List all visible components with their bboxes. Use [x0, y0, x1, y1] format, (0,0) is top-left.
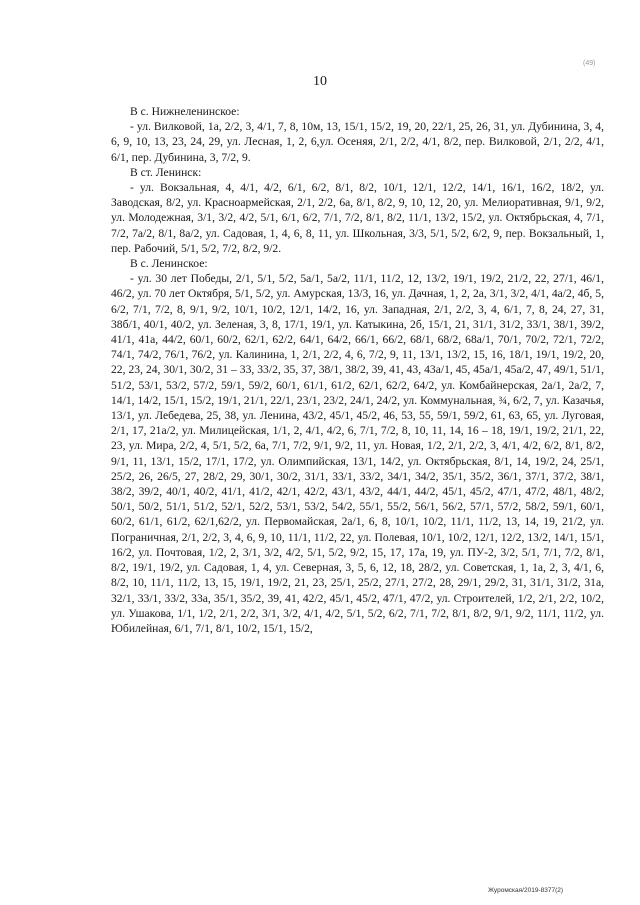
address-list-leninskoe: - ул. 30 лет Победы, 2/1, 5/1, 5/2, 5а/1, 5а/2, 11/1, 11/2, 12, 13/2, 19/1, 19/2, 21/2, 22, 27/1, 46/1, 46/2, ул. 70 лет Октября, 5/1, 5/2, ул. Амурская, 13/3, 16, ул. Дачная, 1, 2, 2а, 3/1, 3/2, 4/1, 4а/2, 4б, 5, 6/2, 7/1, 7/2, 8, 9/1, 9/2, 10/1, 10/2, 12/1, 14/2, 16, ул. Западная, 2/1, 2/2, 3, 4, 6/1, 7, 8, 24, 27, 31, 38б/1, 40/1, 40/2, ул. Зеленая, 3, 8, 17/1, 19/1, ул. Катыкина, 2б, 15/1, 21, 31/1, 31/2, 33/1, 38/1, 39/2, 41/1, 41а, 44/2, 60/1, 60/2, 62/1, 62/2, 64/1, 64/2, 66/1, 66/2, 68/1, 68/2, 68а/1, 70/1, 70/2, 72/1, 72/2, 74/1, 74/2, 76/1, 76/2, ул. Калинина, 1, 2/1, 2/2, 4, 6, 7/2, 9, 11, 13/1, 13/2, 15, 16, 18/1, 19/1, 19/2, 20, 22, 23, 24, 30/1, 30/2, 31 – 33, 33/2, 35, 37, 38/1, 38/2, 39, 41, 43, 43а/1, 45, 45а/1, 45а/2, 47, 49/1, 51/1, 51/2, 53/1, 53/2, 57/2, 59/1, 59/2, 60/1, 61/1, 61/2, 62/1, 62/2, 64/2, ул. Комбайнерская, 2а/1, 2а/2, 7, 14/1, 14/2, 15/1, 15/2, 19/1, 21/1, 22/1, 23/1, 23/2, 24/1, 24/2, ул. Коммунальная, ¾, 6/2, 7, ул. Казачья, 13/1, ул. Лебедева, 25, 38, ул. Ленина, 43/2, 45/1, 45/2, 46, 53, 55, 59/1, 59/2, 61, 63, 65, ул. Луговая, 2/1, 17, 21а/2, ул. Милицейская, 1/1, 2, 4/1, 4/2, 6, 7/1, 7/2, 8, 10, 11, 14, 16 – 18, 19/1, 19/2, 21/1, 22, 23, ул. Мира, 2/2, 4, 5/1, 5/2, 6а, 7/1, 7/2, 9/1, 9/2, 11, ул. Новая, 1/2, 2/1, 2/2, 3, 4/1, 4/2, 6/2, 8/1, 8/2, 9/1, 11, 13/1, 15/2, 17/1, 17/2, ул. Олимпийская, 13/1, 14/2, ул. Октябрьская, 8/1, 14, 19/2, 24, 25/1, 25/2, 26, 26/5, 27, 28/2, 29, 30/1, 30/2, 31/1, 33/1, 33/2, 34/1, 34/2, 35/1, 35/2, 36/1, 37/1, 37/2, 38/1, 38/2, 39/2, 40/1, 40/2, 41/1, 41/2, 42/1, 42/2, 43/1, 43/2, 44/1, 44/2, 45/1, 45/2, 47/1, 47/2, 48/1, 48/2, 50/1, 50/2, 51/1, 51/2, 52/1, 52/2, 53/1, 53/2, 54/2, 55/1, 55/2, 56/1, 56/2, 57/1, 57/2, 58/2, 59/1, 60/1, 60/2, 61/1, 61/2, 62/1,62/2, ул. Первомайская, 2а/1, 6, 8, 10/1, 10/2, 11/1, 11/2, 13, 14, 19, 21/2, ул. Пограничная, 2/1, 2/2, 3, 4, 6, 9, 10, 11/1, 11/2, 22, ул. Полевая, 10/1, 10/2, 12/1, 12/2, 13/2, 14/1, 15/1, 16/2, ул. Почтовая, 1/2, 2, 3/1, 3/2, 4/2, 5/1, 5/2, 9/2, 15, 17, 17а, 19, ул. ПУ-2, 3/2, 5/1, 7/1, 7/2, 8/1, 8/2, 19/1, 19/2, ул. Садовая, 1, 4, ул. Северная, 3, 5, 6, 12, 18, 28/2, ул. Советская, 1, 1а, 2, 3, 4/1, 6, 8/2, 10, 11/1, 11/2, 13, 15, 19/1, 19/2, 21, 23, 25/1, 25/2, 27/1, 27/2, 28, 29/1, 29/2, 31, 31/1, 31/2, 31а, 32/1, 33/1, 33/2, 33а, 35/1, 35/2, 39, 41, 42/2, 45/1, 45/2, 47/1, 47/2, ул. Строителей, 1/2, 2/1, 2/2, 10/2, ул. Ушакова, 1/1, 1/2, 2/1, 2/2, 3/1, 3/2, 4/1, 4/2, 5/1, 5/2, 6/2, 7/1, 7/2, 8/1, 8/2, 9/1, 9/2, 11/1, 11/2, ул. Юбилейная, 6/1, 7/1, 8/1, 10/2, 15/1, 15/2,: [111, 272, 604, 635]
document-body: [111, 104, 604, 636]
address-list-leninsk-station: - ул. Вокзальная, 4, 4/1, 4/2, 6/1, 6/2, 8/1, 8/2, 10/1, 12/1, 12/2, 14/1, 16/1, 16/2, 18/2, ул. Заводская, 8/2, ул. Красноармейская, 2/1, 2/2, 6а, 8/1, 8/2, 9, 10, 12, 20, ул. Мелиоративная, 9/1, 9/2, ул. Молодежная, 3/1, 3/2, 4/2, 5/1, 6/1, 6/2, 7/1, 7/2, 8/1, 8/2, 11/1, 13/2, 15/2, ул. Октябрьская, 4, 7/1, 7/2, 7а/2, 8/1, 8а/2, ул. Садовая, 1, 4, 6, 8, 11, ул. Школьная, 3/3, 5/1, 5/2, 6/2, 9, пер. Вокзальный, 1, пер. Рабочий, 5/1, 5/2, 7/2, 8/2, 9/2.: [111, 181, 604, 255]
section-heading-leninsk-station: В ст. Ленинск:: [130, 165, 202, 179]
footer-document-code: Журомская/2019-8377(2): [488, 887, 564, 894]
corner-mark: (49): [583, 60, 596, 67]
section-heading-leninskoe: В с. Ленинское:: [130, 257, 208, 271]
section-heading-nizhneleninskoe: В с. Нижнеленинское:: [130, 105, 240, 118]
page-number: 10: [313, 74, 327, 89]
address-list-nizhneleninskoe: - ул. Вилковой, 1а, 2/2, 3, 4/1, 7, 8, 10м, 13, 15/1, 15/2, 19, 20, 22/1, 25, 26, 31, ул. Дубинина, 3, 4, 6, 9, 10, 13, 23, 24, 29, ул. Лесная, 1, 2, 6,ул. Осеняя, 2/1, 2/2, 4/1, 8/2, пер. Вилковой, 2/1, 2/2, 4/1, 6/1, пер. Дубинина, 3, 7/2, 9.: [111, 120, 604, 164]
